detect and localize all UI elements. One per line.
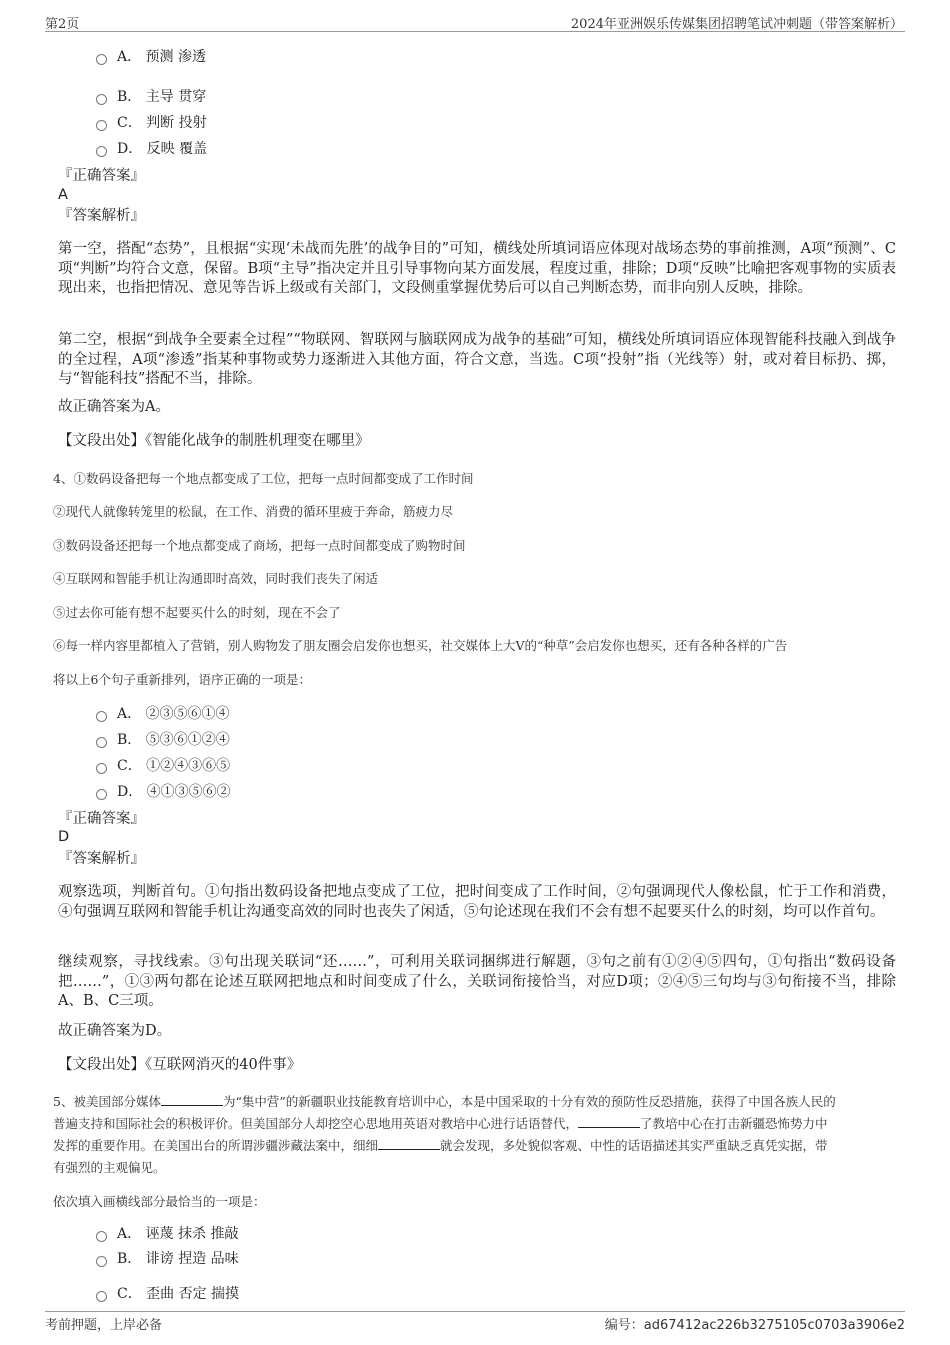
radio-icon[interactable] (96, 94, 107, 105)
q5-option-a[interactable]: A． 诬蔑 抹杀 推敲 (96, 1225, 238, 1243)
q5-stem-line: 5、被美国部分媒体 为“集中营”的新疆职业技能教育培训中心，本是中国采取的十分有效的预防性反恐措施，获得了中国各族人民的 (53, 1094, 836, 1109)
q4-answer-label: 『正确答案』 (58, 811, 145, 827)
page-number: 第2页 (45, 17, 80, 32)
radio-icon[interactable] (96, 1256, 107, 1267)
radio-icon[interactable] (96, 1231, 107, 1242)
radio-icon[interactable] (96, 54, 107, 65)
footer-slogan: 考前押题，上岸必备 (45, 1318, 163, 1333)
q3-analysis-p2: 第二空，根据“到战争全要素全过程”“物联网、智联网与脑联网成为战争的基础”可知，横线处所填词语应体现智能科技融入到战争的全过程，A项“渗透”指某种事物或势力逐渐进入其他方面，符合文意，当选。C项“投射”指（光线等）射，或对着目标扔、掷，与“智能科技”搭配不当，排除。 (58, 332, 896, 387)
q4-stem-line: ⑤过去你可能有想不起要买什么的时刻，现在不会了 (53, 605, 341, 620)
radio-icon[interactable] (96, 789, 107, 800)
q3-answer: A (58, 187, 68, 203)
q4-analysis-p2: 继续观察，寻找线索。③句出现关联词“还……”，可利用关联词捆绑进行解题，③句之前有①②④⑤四句，①句指出“数码设备把……”，①③两句都在论述互联网把地点和时间变成了什么，关联词衔接恰当，对应D项；②④⑤三句均与③句衔接不当，排除A、B、C三项。 (58, 954, 896, 1009)
q3-analysis-p1: 第一空，搭配“态势”，且根据“实现‘未战而先胜’的战争目的”可知，横线处所填词语应体现对战场态势的事前推测，A项“预测”、C项“判断”均符合文意，保留。B项“主导”指决定并且引导事物向某方面发展，程度过重，排除；D项“反映”比喻把客观事物的实质表现出来，也指把情况、意见等告诉上级或有关部门，文段侧重掌握优势后可以自己判断态势，而非向别人反映，排除。 (58, 241, 896, 296)
footer-divider (45, 1311, 905, 1312)
q4-analysis-label: 『答案解析』 (58, 851, 145, 867)
q4-analysis-p1: 观察选项，判断首句。①句指出数码设备把地点变成了工位，把时间变成了工作时间，②句强调现代人像松鼠，忙于工作和消费，④句强调互联网和智能手机让沟通变高效的同时也丧失了闲适，⑤句论述现在我们不会有想不起要买什么的时刻，均可以作首句。 (58, 884, 896, 920)
q4-source: 【文段出处】《互联网消灭的40件事》 (58, 1057, 302, 1073)
q4-conclusion: 故正确答案为D。 (58, 1023, 172, 1039)
q4-stem-line: ④互联网和智能手机让沟通即时高效，同时我们丧失了闲适 (53, 571, 379, 586)
q5-option-b[interactable]: B． 诽谤 捏造 品味 (96, 1250, 239, 1268)
q3-conclusion: 故正确答案为A。 (58, 399, 170, 415)
radio-icon[interactable] (96, 1291, 107, 1302)
q4-option-c[interactable]: C． ①②④③⑥⑤ (96, 757, 230, 775)
radio-icon[interactable] (96, 763, 107, 774)
header-divider (45, 31, 905, 32)
radio-icon[interactable] (96, 737, 107, 748)
q3-answer-label: 『正确答案』 (58, 168, 145, 184)
fill-blank (161, 1093, 223, 1106)
radio-icon[interactable] (96, 146, 107, 157)
fill-blank (378, 1137, 440, 1150)
q5-prompt: 依次填入画横线部分最恰当的一项是： (53, 1194, 266, 1209)
q3-option-d[interactable]: D． 反映 覆盖 (96, 140, 207, 158)
q4-stem-line: ②现代人就像转笼里的松鼠，在工作、消费的循环里疲于奔命，筋疲力尽 (53, 504, 454, 519)
q4-option-d[interactable]: D． ④①③⑤⑥② (96, 783, 231, 801)
q5-stem-line: 发挥的重要作用。在美国出台的所谓涉疆涉藏法案中，细细 就会发现，多处貌似客观、中性的话语描述其实严重缺乏真凭实据，带 (53, 1138, 828, 1153)
q5-stem-line: 有强烈的主观偏见。 (53, 1160, 166, 1175)
q4-answer: D (58, 829, 70, 845)
q4-option-a[interactable]: A． ②③⑤⑥①④ (96, 705, 230, 723)
q3-option-a[interactable]: A． 预测 渗透 (96, 48, 206, 66)
radio-icon[interactable] (96, 711, 107, 722)
q4-stem-line: ③数码设备还把每一个地点都变成了商场，把每一点时间都变成了购物时间 (53, 538, 466, 553)
q3-analysis-label: 『答案解析』 (58, 208, 145, 224)
document-title: 2024年亚洲娱乐传媒集团招聘笔试冲刺题（带答案解析） (570, 17, 903, 32)
q3-option-c[interactable]: C． 判断 投射 (96, 114, 207, 132)
q3-source: 【文段出处】《智能化战争的制胜机理变在哪里》 (58, 433, 370, 449)
q5-stem-line: 普遍支持和国际社会的积极评价。但美国部分人却挖空心思地用英语对教培中心进行话语替代， 了教培中心在打击新疆恐怖势力中 (53, 1116, 828, 1131)
q3-option-b[interactable]: B． 主导 贯穿 (96, 88, 206, 106)
q5-option-c[interactable]: C． 歪曲 否定 揣摸 (96, 1285, 239, 1303)
q4-option-b[interactable]: B． ⑤③⑥①②④ (96, 731, 230, 749)
document-code: 编号：ad67412ac226b3275105c0703a3906e2 (604, 1318, 905, 1333)
radio-icon[interactable] (96, 120, 107, 131)
fill-blank (578, 1115, 640, 1128)
q4-stem-line: 4、①数码设备把每一个地点都变成了工位，把每一点时间都变成了工作时间 (53, 471, 474, 486)
q4-prompt: 将以上6个句子重新排列，语序正确的一项是： (53, 672, 311, 687)
q4-stem-line: ⑥每一样内容里都植入了营销，别人购物发了朋友圈会启发你也想买，社交媒体上大V的“种草”会启发你也想买，还有各种各样的广告 (53, 638, 788, 653)
